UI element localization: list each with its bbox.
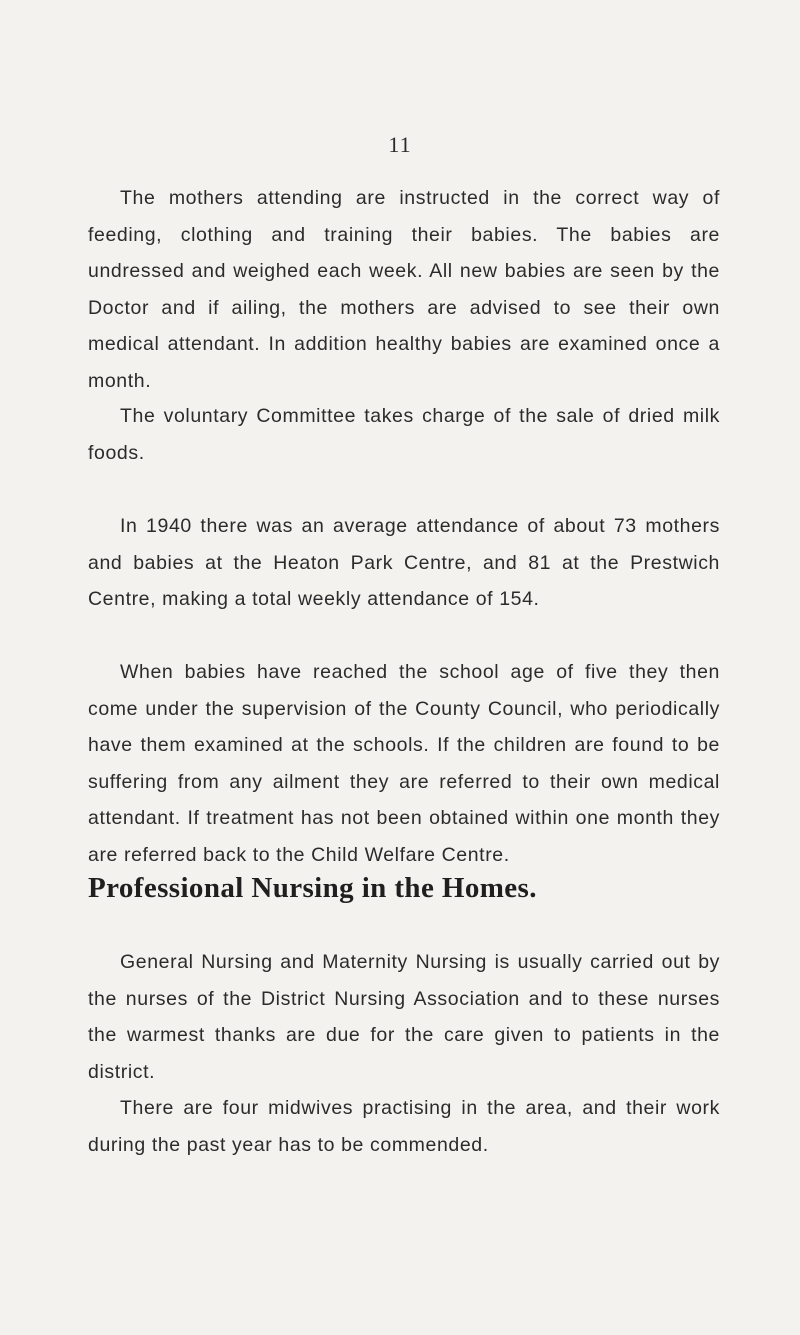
paragraph-mothers-instruction: The mothers attending are instructed in the correct way of feeding, clothing and training their babies. The babies are undressed and weighed each week. All new babies are seen by the Doctor and if ailing, the mothers are advised to see their own medical attendant. In addition healthy babies are examined once a month. <box>88 187 720 392</box>
paragraph-school-age: When babies have reached the school age of five they then come under the supervision of the County Council, who periodically have them examined at the schools. If the children are found to be suffering from any ailment they are referred to their own medical attendant. If treatment has not been obtained within one month they are referred back to the Child Welfare Centre. <box>88 661 720 866</box>
paragraph-attendance-1940: In 1940 there was an average attendance of about 73 mothers and babies at the Heaton Park Centre, and 81 at the Prestwich Centre, making a total weekly attendance of 154. <box>88 515 720 610</box>
paragraph-general-nursing: General Nursing and Maternity Nursing is usually carried out by the nurses of the District Nursing Association and to these nurses the warmest thanks are due for the care given to patients in the district. <box>88 951 720 1083</box>
paragraph-voluntary-committee: The voluntary Committee takes charge of the sale of dried milk foods. <box>88 405 720 464</box>
section-heading-professional-nursing: Professional Nursing in the Homes. <box>88 872 537 904</box>
page-number: 11 <box>388 132 412 157</box>
paragraph-midwives: There are four midwives practising in the area, and their work during the past year has to be commended. <box>88 1097 720 1156</box>
